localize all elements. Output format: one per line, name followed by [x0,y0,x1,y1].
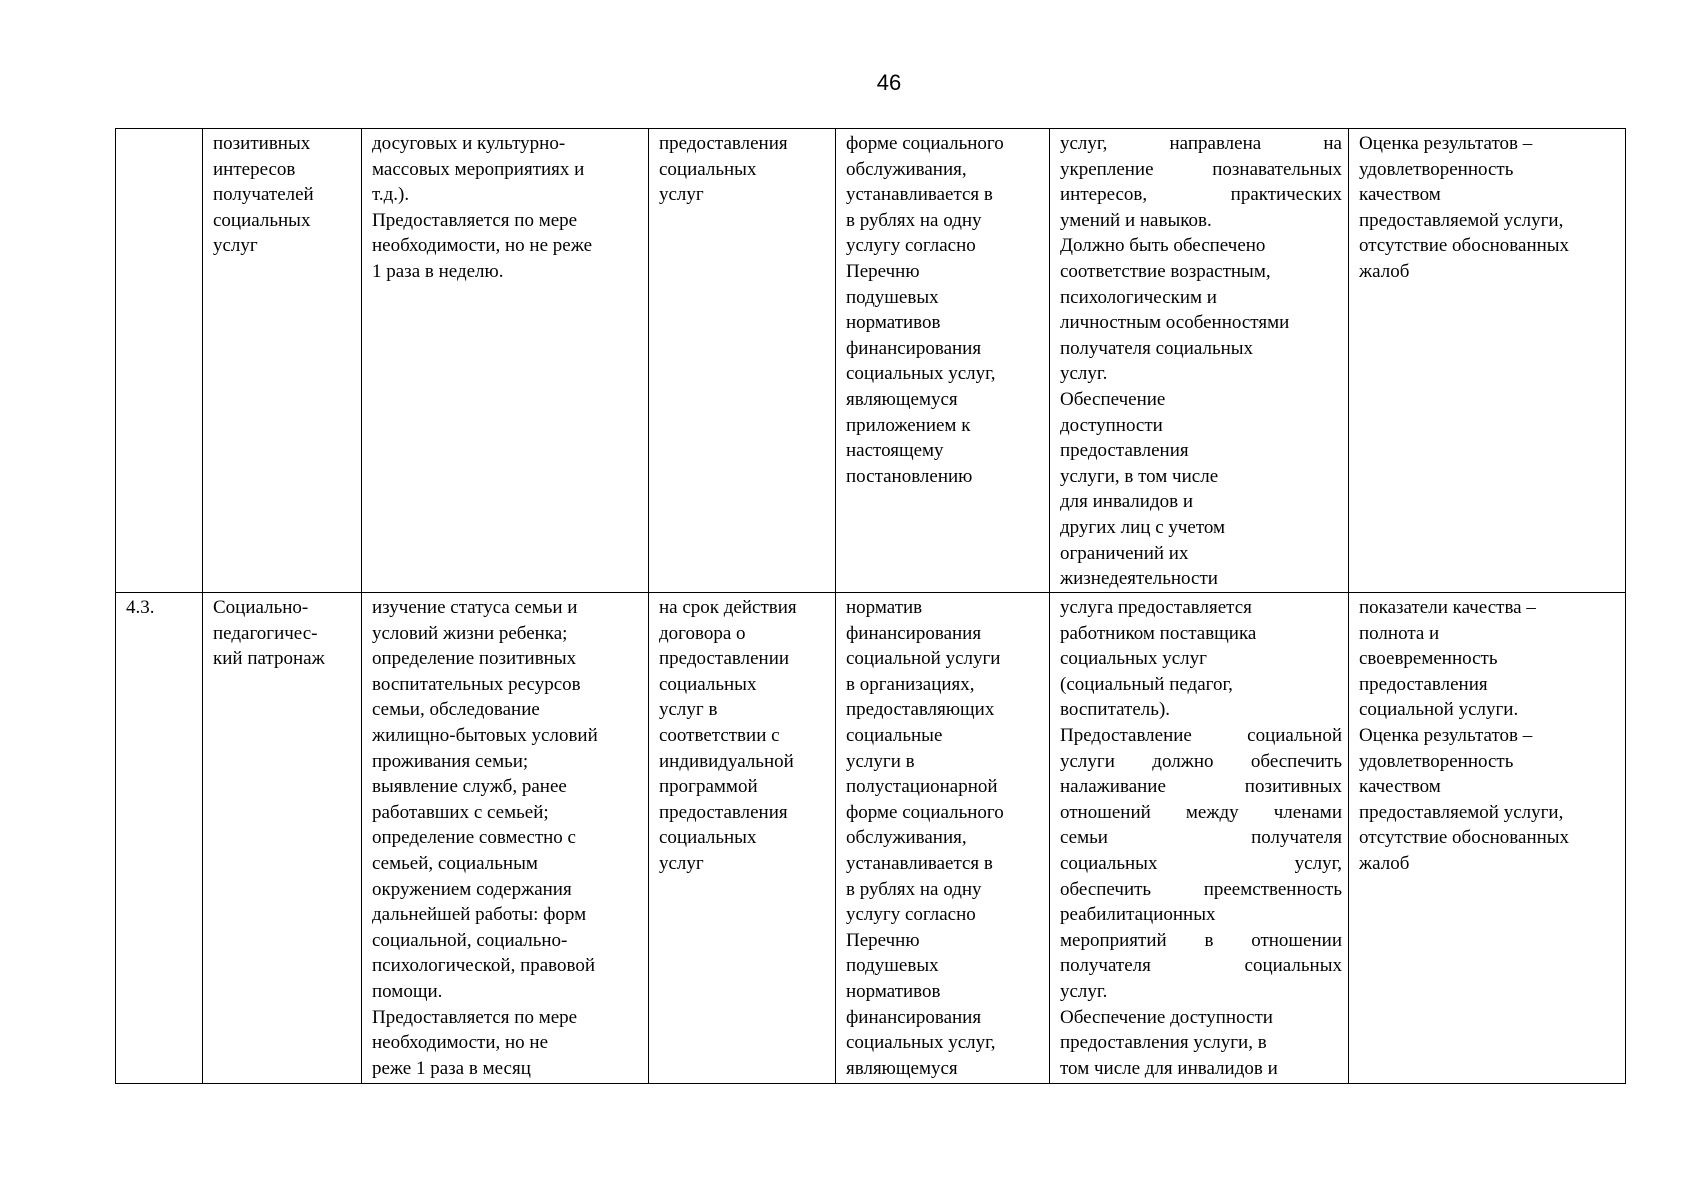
conditions-line: Должно быть обеспечено [1060,235,1266,257]
conditions-line: налаживание позитивных [1060,776,1342,798]
conditions-line: услуги, в том числе [1060,465,1219,487]
conditions-line: услуг. [1060,363,1108,385]
conditions-line: (социальный педагог, [1060,673,1233,695]
conditions-line: реабилитационных [1060,904,1216,926]
conditions-line: для инвалидов и [1060,491,1193,513]
cell-norm: форме социального обслуживания, устанавливается в в рублях на одну услугу согласно Перечню подушевых нормативов финансирования социальных услуг, являющемуся приложением к настоящему постановлению [836,129,1050,593]
conditions-line: том числе для инвалидов и [1060,1057,1278,1079]
cell-term: предоставления социальных услуг [649,129,836,593]
conditions-line: услуг. [1060,980,1108,1002]
conditions-line: личностным особенностями [1060,312,1290,334]
conditions-line: обеспечить преемственность [1060,878,1342,900]
conditions-line: Обеспечение [1060,388,1166,410]
table-row [116,593,1626,1084]
cell-description: досуговых и культурно- массовых мероприятиях и т.д.). Предоставляется по мере необходимости, но не реже 1 раза в неделю. [362,129,649,593]
conditions-line: психологическим и [1060,286,1217,308]
conditions-line: услуг, направлена на [1060,133,1342,154]
cell-conditions [1050,129,1349,593]
conditions-line: Предоставление социальной [1060,724,1342,746]
conditions-line: отношений между членами [1060,801,1342,823]
conditions-line: жизнедеятельности [1060,568,1218,590]
services-table [115,128,1626,1084]
conditions-line: интересов, практических [1060,184,1342,206]
conditions-line: социальных услуг [1060,648,1207,670]
conditions-line: услуга предоставляется [1060,597,1252,618]
cell-term: на срок действия договора о предоставлении социальных услуг в соответствии с индивидуальной программой предоставления социальных услуг [649,593,836,1084]
conditions-line: Обеспечение доступности [1060,1006,1273,1028]
conditions-line: семьи получателя [1060,827,1342,849]
table-row [116,129,1626,593]
conditions-line: предоставления [1060,440,1189,462]
conditions-line: услуги должно обеспечить [1060,750,1342,772]
conditions-line: доступности [1060,414,1163,436]
conditions-line: других лиц с учетом [1060,516,1226,538]
cell-service-name: Социально- педагогичес- кий патронаж [203,593,362,1084]
cell-conditions [1050,593,1349,1084]
cell-number [116,129,203,593]
cell-quality: показатели качества – полнота и своевременность предоставления социальной услуги. Оценка результатов – удовлетворенность качеством предоставляемой услуги, отсутствие обоснованных жалоб [1349,593,1626,1084]
conditions-line: укрепление познавательных [1060,158,1342,180]
conditions-line: воспитатель). [1060,699,1171,721]
cell-norm: норматив финансирования социальной услуги в организациях, предоставляющих социальные услуги в полустационарной форме социального обслуживания, устанавливается в в рублях на одну услугу согласно Перечню подушевых нормативов финансирования социальных услуг, являющемуся [836,593,1050,1084]
conditions-line: умений и навыков. [1060,209,1212,231]
cell-description: изучение статуса семьи и условий жизни ребенка; определение позитивных воспитательных ресурсов семьи, обследование жилищно-бытовых условий проживания семьи; выявление служб, ранее работавших с семьей; определение совместно с семьей, социальным окружением содержания дальнейшей работы: форм социальной, социально- психологической, правовой помощи. Предоставляется по мере необходимости, но не реже 1 раза в месяц [362,593,649,1084]
conditions-line: социальных услуг, [1060,852,1342,874]
conditions-line: предоставления услуги, в [1060,1032,1267,1054]
cell-number: 4.3. [116,593,203,1084]
conditions-line: получателя социальных [1060,337,1254,359]
page-number: 46 [876,70,902,95]
conditions-line: соответствие возрастным, [1060,260,1271,282]
conditions-line: ограничений их [1060,542,1189,564]
conditions-line: мероприятий в отношении [1060,929,1342,951]
cell-service-name: позитивных интересов получателей социальных услуг [203,129,362,593]
cell-quality: Оценка результатов – удовлетворенность качеством предоставляемой услуги, отсутствие обоснованных жалоб [1349,129,1626,593]
conditions-line: работником поставщика [1060,622,1257,644]
conditions-line: получателя социальных [1060,955,1342,977]
